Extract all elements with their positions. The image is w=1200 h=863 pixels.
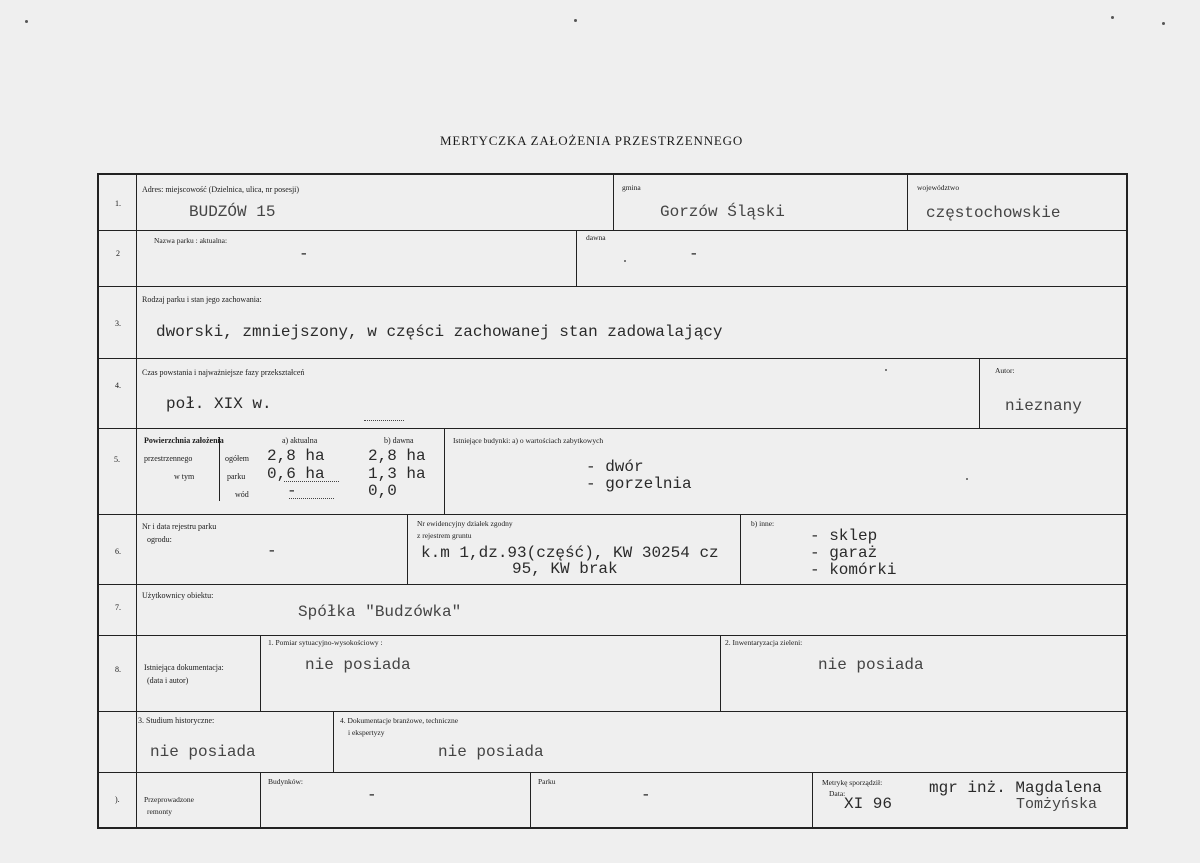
inventory-value: nie posiada [818,656,924,674]
dawna-label: dawna [586,233,606,242]
history-value: poł. XIX w. [166,395,272,413]
gmina-label: gmina [622,183,641,192]
ogolem-a-value: 2,8 ha [267,447,325,465]
renovations-label: Przeprowadzone [144,795,194,804]
industry-docs-label-2: i ekspertyzy [348,728,385,737]
row-number-5: 5. [114,455,120,464]
study-value: nie posiada [150,743,256,761]
users-label: Użytkownicy obiektu: [142,591,214,600]
plots-value-line-1: k.m 1,dz.93(część), KW 30254 cz [421,544,719,562]
date-label: Data: [829,789,846,798]
renovated-park-value: - [641,786,651,804]
plots-label: Nr ewidencyjny działek zgodny [417,519,513,528]
park-name-label: Nazwa parku : aktualna: [154,236,228,245]
park-type-value: dworski, zmniejszony, w części zachowanej stan zadowalający [156,323,723,341]
author-name-line-2: Tomżyńska [1016,796,1098,813]
row-number-10: ). [115,795,120,804]
users-value: Spółka "Budzówka" [298,603,462,621]
row-number-6: 6. [115,547,121,556]
other-item-3: - komórki [810,561,897,579]
documentation-label: Istniejąca dokumentacja: [144,663,224,672]
ogolem-label: ogółem [225,454,249,463]
other-item-2: - garaż [810,544,878,562]
renovated-buildings-label: Budynków: [268,777,304,786]
plots-label-2: z rejestrem gruntu [417,531,472,540]
row-number-3: 3. [115,319,121,328]
park-type-label: Rodzaj parku i stan jego zachowania: [142,295,262,304]
author-label: Autor: [995,366,1015,375]
industry-docs-label: 4. Dokumentacje branżowe, techniczne [340,716,459,725]
made-by-label: Metrykę sporządził: [822,778,883,787]
building-item-2: - gorzelnia [586,475,692,493]
ogolem-b-value: 2,8 ha [368,447,426,465]
row-number-8: 8. [115,665,121,674]
other-buildings-label: b) inne: [751,519,775,528]
buildings-label: Istniejące budynki: a) o wartościach zabytkowych [453,436,604,445]
row-number-1: 1. [115,199,121,208]
parku-label: parku [227,472,246,481]
registry-label-2: ogrodu: [147,535,172,544]
survey-value: nie posiada [305,656,411,674]
other-item-1: - sklep [810,527,878,545]
area-col-b: b) dawna [384,436,414,445]
form-table [97,173,1128,829]
area-label: Powierzchnia założenia [144,436,224,445]
address-value: BUDZÓW 15 [189,203,276,221]
row-number-7: 7. [115,603,121,612]
documentation-label-2: (data i autor) [147,676,189,685]
study-label: 3. Studium historyczne: [138,716,215,725]
parku-a-value: 0,6 ha [267,465,325,483]
industry-docs-value: nie posiada [438,743,544,761]
survey-label: 1. Pomiar sytuacyjno-wysokościowy : [268,638,383,647]
registry-value: - [267,542,277,560]
plots-value-line-2: 95, KW brak [512,560,618,578]
wojewodztwo-label: województwo [917,183,960,192]
address-label: Adres: miejscowość (Dzielnica, ulica, nr posesji) [142,185,300,194]
row-number-2: 2 [116,249,120,258]
przestrzennego-label: przestrzennego [144,454,193,463]
author-name-line-1: mgr inż. Magdalena [929,779,1102,797]
parku-b-value: 1,3 ha [368,465,426,483]
history-label: Czas powstania i najważniejsze fazy przekształceń [142,368,305,377]
wojewodztwo-value: częstochowskie [926,204,1061,222]
wod-b-value: 0,0 [368,482,397,500]
renovated-park-label: Parku [538,777,556,786]
area-col-a: a) aktualna [282,436,318,445]
row-number-4: 4. [115,381,121,390]
inventory-label: 2. Inwentaryzacja zieleni: [725,638,803,647]
park-name-value: - [299,245,309,263]
dawna-value: - [689,245,699,263]
author-value: nieznany [1005,397,1082,415]
wod-a-value: - [287,482,297,500]
renovated-buildings-value: - [367,786,377,804]
renovations-label-2: remonty [147,807,172,816]
wod-label: wód [235,490,249,499]
page-title: MERTYCZKA ZAŁOŻENIA PRZESTRZENNEGO [439,133,744,148]
w-tym-label: w tym [174,472,195,481]
registry-label: Nr i data rejestru parku [142,522,217,531]
date-value: XI 96 [844,795,893,813]
gmina-value: Gorzów Śląski [660,203,785,221]
building-item-1: - dwór [586,458,644,476]
